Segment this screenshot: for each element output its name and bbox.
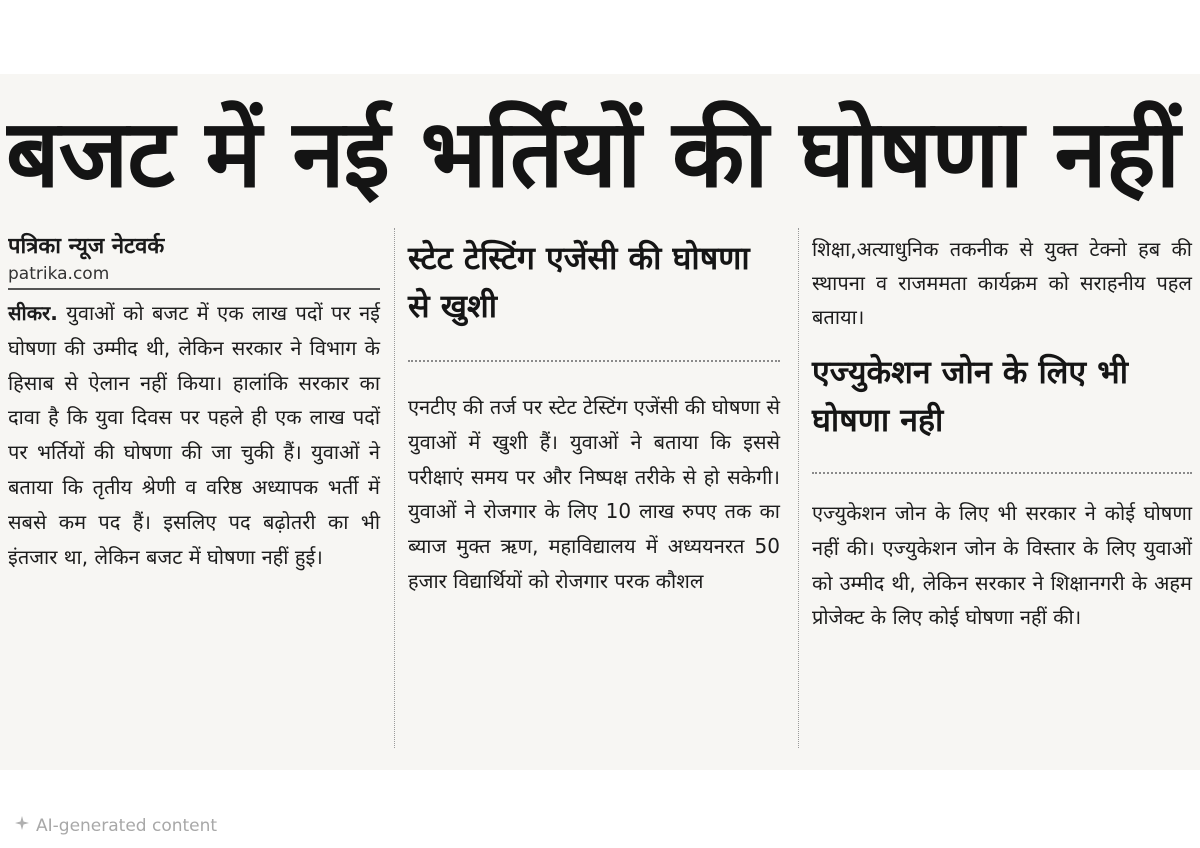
column-1 [8, 232, 380, 574]
column-2 [408, 232, 780, 599]
section-divider [408, 360, 780, 362]
article-body: एनटीए की तर्ज पर स्टेट टेस्टिंग एजेंसी की घोषणा से युवाओं में खुशी हैं। युवाओं ने बताया कि इससे परीक्षाएं समय पर और निष्पक्ष तरीके से हो सकेगी। युवाओं ने रोजगार के लिए 10 लाख रुपए तक का ब्याज मुक्त ऋण, महाविद्यालय में अध्ययनरत 50 हजार विद्यार्थियों को रोजगार परक कौशल [408, 395, 780, 593]
headline: बजट में नई भर्तियों की घोषणा नहीं [6, 100, 1180, 209]
article-body: एज्युकेशन जोन के लिए भी सरकार ने कोई घोषणा नहीं की। एज्युकेशन जोन के विस्तार के लिए युवाओं को उम्मीद थी, लेकिन सरकार ने शिक्षानगरी के अहम प्रोजेक्ट के लिए कोई घोषणा नहीं की। [812, 501, 1192, 630]
column-3 [812, 232, 1192, 635]
column-divider [394, 228, 395, 748]
site-url: patrika.com [8, 262, 380, 290]
sparkle-icon [14, 814, 32, 838]
section-divider [812, 472, 1192, 474]
subheading: एज्युकेशन जोन के लिए भी घोषणा नही [812, 353, 1129, 439]
subheading: स्टेट टेस्टिंग एजेंसी की घोषणा से खुशी [408, 239, 750, 325]
article-body: शिक्षा,अत्याधुनिक तकनीक से युक्त टेक्नो हब की स्थापना व राजममता कार्यक्रम को सराहनीय पहल बताया। [812, 237, 1192, 329]
ai-generated-text: AI-generated content [36, 816, 218, 836]
dateline: सीकर. [8, 301, 58, 325]
article-body [8, 296, 380, 574]
column-divider [798, 228, 799, 748]
byline: पत्रिका न्यूज नेटवर्क [8, 234, 165, 259]
article-text: युवाओं को बजट में एक लाख पदों पर नई घोषणा की उम्मीद थी, लेकिन सरकार ने विभाग के हिसाब से ऐलान नहीं किया। हालांकि सरकार का दावा है कि युवा दिवस पर पहले ही एक लाख पदों पर भर्तियों की घोषणा की जा चुकी हैं। युवाओं ने बताया कि तृतीय श्रेणी व वरिष्ठ अध्यापक भर्ती में सबसे कम पद हैं। इसलिए पद बढ़ोतरी का भी इंतजार था, लेकिन बजट में घोषणा नहीं हुई। [8, 301, 380, 569]
ai-generated-label [14, 814, 217, 838]
